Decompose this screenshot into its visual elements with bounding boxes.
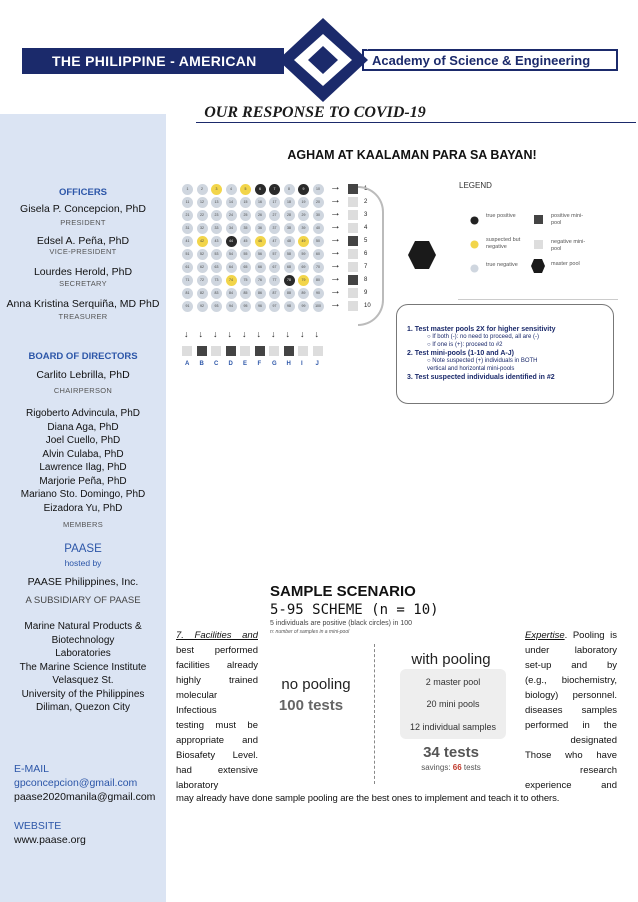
row-mini-pool xyxy=(348,262,358,272)
website-link[interactable]: www.paase.org xyxy=(14,834,86,846)
sample-cell: 51 xyxy=(182,249,193,260)
column-arrow-icon: ↓ xyxy=(213,329,218,339)
row-number: 3 xyxy=(364,212,368,218)
sample-cell: 69 xyxy=(298,262,309,273)
column-arrow-icon: ↓ xyxy=(285,329,290,339)
sample-cell: 93 xyxy=(211,301,222,312)
sample-cell: 1 xyxy=(182,184,193,195)
step-sub: ○ If one is (+): proceed to #2 xyxy=(427,341,503,348)
row-number: 5 xyxy=(364,238,368,244)
column-mini-pool xyxy=(298,346,308,356)
scenario-divider xyxy=(374,644,375,784)
column-mini-pool xyxy=(197,346,207,356)
sample-cell: 42 xyxy=(197,236,208,247)
scenario-note: 5 individuals are positive (black circles) in 100 xyxy=(270,620,413,627)
sample-cell: 68 xyxy=(284,262,295,273)
address-line: The Marine Science Institute xyxy=(19,662,147,673)
text-line: laboratory xyxy=(176,780,219,791)
row-arrow-icon: → xyxy=(330,194,341,206)
sample-cell: 18 xyxy=(284,197,295,208)
sample-cell: 16 xyxy=(255,197,266,208)
officer-role: PRESIDENT xyxy=(60,218,106,227)
legend-title: LEGEND xyxy=(459,181,492,190)
legend-label: true positive xyxy=(486,213,516,219)
sample-cell: 98 xyxy=(284,301,295,312)
chair-name: Carlito Lebrilla, PhD xyxy=(36,369,130,381)
officers-heading: OFFICERS xyxy=(58,187,108,198)
sample-cell: 36 xyxy=(255,223,266,234)
text-line: (e.g., biochemistry, xyxy=(525,675,617,686)
sample-cell: 58 xyxy=(284,249,295,260)
officer-name: Lourdes Herold, PhD xyxy=(33,266,133,278)
text-line: had extensive xyxy=(176,765,258,776)
paase-heading: PAASE xyxy=(64,543,102,555)
sample-cell: 60 xyxy=(313,249,324,260)
sample-cell: 30 xyxy=(313,210,324,221)
legend-label: negative mini-pool xyxy=(551,239,586,252)
sample-cell: 3 xyxy=(211,184,222,195)
text-line: under laboratory xyxy=(525,645,617,656)
tagline: OUR RESPONSE TO COVID-19 xyxy=(204,104,426,121)
sample-cell: 84 xyxy=(226,288,237,299)
sample-cell: 44 xyxy=(226,236,237,247)
sample-cell: 32 xyxy=(197,223,208,234)
sample-cell: 15 xyxy=(240,197,251,208)
sample-cell: 70 xyxy=(313,262,324,273)
address-line: Laboratories xyxy=(55,648,111,659)
sample-cell: 10 xyxy=(313,184,324,195)
column-arrow-icon: ↓ xyxy=(271,329,276,339)
officer-role: SECRETARY xyxy=(59,279,107,288)
sample-cell: 46 xyxy=(255,236,266,247)
sample-cell: 76 xyxy=(255,275,266,286)
text-line: best performed xyxy=(176,645,258,656)
board-heading: BOARD OF DIRECTORS xyxy=(28,351,138,362)
header-right-box xyxy=(362,49,618,71)
text-line: appropriate and xyxy=(176,735,258,746)
sample-cell: 14 xyxy=(226,197,237,208)
sample-cell: 86 xyxy=(255,288,266,299)
email-heading: E-MAIL xyxy=(14,763,50,775)
text-line: diseases samples xyxy=(525,705,617,716)
right-text-column xyxy=(525,628,617,793)
sample-cell: 27 xyxy=(269,210,280,221)
legend-label: true negative xyxy=(486,262,518,268)
row-arrow-icon: → xyxy=(330,285,341,297)
column-letter: E xyxy=(243,361,248,367)
sample-cell: 66 xyxy=(255,262,266,273)
text-line: 7. Facilities and xyxy=(176,630,258,641)
officer-name: Edsel A. Peña, PhD xyxy=(36,235,130,247)
column-arrow-icon: ↓ xyxy=(256,329,261,339)
text-line: performed in the xyxy=(525,720,617,731)
savings-number: 66 xyxy=(452,763,462,772)
text-line: molecular xyxy=(176,690,218,701)
column-letter: C xyxy=(214,361,219,367)
sample-cell: 100 xyxy=(313,301,324,312)
sample-cell: 26 xyxy=(255,210,266,221)
row-number: 7 xyxy=(364,264,368,270)
column-letter: J xyxy=(315,361,319,367)
sample-cell: 22 xyxy=(197,210,208,221)
column-letter: F xyxy=(257,361,262,367)
column-arrow-icon: ↓ xyxy=(242,329,247,339)
sample-cell: 56 xyxy=(255,249,266,260)
scenario-scheme: 5-95 SCHEME (n = 10) xyxy=(270,602,439,618)
legend-label: positive mini-pool xyxy=(551,213,584,226)
sample-cell: 11 xyxy=(182,197,193,208)
row-mini-pool xyxy=(348,197,358,207)
tagline-rule xyxy=(196,122,636,123)
officer-role: VICE-PRESIDENT xyxy=(49,247,117,256)
sample-cell: 37 xyxy=(269,223,280,234)
sample-cell: 67 xyxy=(269,262,280,273)
sample-cell: 97 xyxy=(269,301,280,312)
officer-name: Anna Kristina Serquiña, MD PhD xyxy=(6,298,160,310)
sample-cell: 85 xyxy=(240,288,251,299)
no-pooling-label: no pooling xyxy=(281,676,351,693)
row-number: 1 xyxy=(364,186,368,192)
sample-cell: 29 xyxy=(298,210,309,221)
text-line: set-up and by xyxy=(525,660,617,671)
sample-cell: 75 xyxy=(240,275,251,286)
page-subtitle: AGHAM AT KAALAMAN PARA SA BAYAN! xyxy=(287,148,537,162)
sample-cell: 83 xyxy=(211,288,222,299)
row-mini-pool xyxy=(348,275,358,285)
sample-cell: 57 xyxy=(269,249,280,260)
board-member: Lawrence Ilag, PhD xyxy=(39,462,127,473)
sample-cell: 35 xyxy=(240,223,251,234)
column-mini-pool xyxy=(226,346,236,356)
sample-cell: 31 xyxy=(182,223,193,234)
board-member: Mariano Sto. Domingo, PhD xyxy=(20,489,146,500)
column-mini-pool xyxy=(313,346,323,356)
sample-cell: 77 xyxy=(269,275,280,286)
column-arrow-icon: ↓ xyxy=(314,329,319,339)
scenario-title: SAMPLE SCENARIO xyxy=(270,583,416,600)
officer-name: Gisela P. Concepcion, PhD xyxy=(20,203,146,215)
row-arrow-icon: → xyxy=(330,272,341,284)
officer-role: TREASURER xyxy=(58,312,108,321)
sample-cell: 72 xyxy=(197,275,208,286)
step-sub: ○ If both (-): no need to proceed, all are (-) xyxy=(427,334,540,340)
sample-cell: 78 xyxy=(284,275,295,286)
row-mini-pool xyxy=(348,236,358,246)
row-mini-pool xyxy=(348,210,358,220)
text-line: designated xyxy=(570,735,617,746)
sample-cell: 54 xyxy=(226,249,237,260)
with-pooling-item: 20 mini pools xyxy=(426,699,480,709)
sample-cell: 24 xyxy=(226,210,237,221)
savings-text xyxy=(396,763,506,772)
sample-cell: 39 xyxy=(298,223,309,234)
column-letter: G xyxy=(272,361,277,367)
sample-cell: 99 xyxy=(298,301,309,312)
row-mini-pool xyxy=(348,288,358,298)
sample-cell: 61 xyxy=(182,262,193,273)
sample-cell: 95 xyxy=(240,301,251,312)
sample-cell: 5 xyxy=(240,184,251,195)
row-number: 8 xyxy=(364,277,368,283)
text-line: Biosafety Level. xyxy=(176,750,258,761)
header-left-title: THE PHILIPPINE - AMERICAN xyxy=(52,53,257,69)
board-member: Joel Cuello, PhD xyxy=(45,435,121,446)
column-arrow-icon: ↓ xyxy=(198,329,203,339)
sample-cell: 64 xyxy=(226,262,237,273)
column-letter: D xyxy=(228,361,233,367)
sample-cell: 43 xyxy=(211,236,222,247)
left-text-column xyxy=(176,628,258,793)
text-line: experience and xyxy=(525,780,617,791)
row-number: 6 xyxy=(364,251,368,257)
sample-cell: 73 xyxy=(211,275,222,286)
row-mini-pool xyxy=(348,249,358,259)
sample-cell: 12 xyxy=(197,197,208,208)
row-number: 9 xyxy=(364,290,368,296)
no-pooling-value: 100 tests xyxy=(278,697,344,714)
column-letter: B xyxy=(199,361,204,367)
sample-cell: 89 xyxy=(298,288,309,299)
row-number: 10 xyxy=(364,303,371,309)
step-title: 3. Test suspected individuals identified in #2 xyxy=(407,374,555,381)
sample-cell: 74 xyxy=(226,275,237,286)
yellow-circle-icon xyxy=(470,240,479,249)
sample-cell: 91 xyxy=(182,301,193,312)
sample-cell: 48 xyxy=(284,236,295,247)
sample-cell: 34 xyxy=(226,223,237,234)
column-mini-pool xyxy=(255,346,265,356)
with-pooling-total: 34 tests xyxy=(423,744,479,761)
email-link-2[interactable]: paase2020manila@gmail.com xyxy=(14,791,156,803)
column-letter: A xyxy=(185,361,190,367)
grouping-brace xyxy=(358,186,384,326)
sample-cell: 47 xyxy=(269,236,280,247)
sample-cell: 7 xyxy=(269,184,280,195)
column-arrow-icon: ↓ xyxy=(184,329,189,339)
board-member: Rigoberto Advincula, PhD xyxy=(26,408,140,419)
step-title: 1. Test master pools 2X for higher sensitivity xyxy=(407,326,556,333)
step-sub: ○ Note suspected (+) individuals in BOTH xyxy=(427,358,538,364)
sample-cell: 90 xyxy=(313,288,324,299)
sample-cell: 65 xyxy=(240,262,251,273)
with-pooling-item: 12 individual samples xyxy=(409,722,497,732)
grey-circle-icon xyxy=(470,264,479,273)
black-circle-icon xyxy=(470,216,479,225)
address-line: Diliman, Quezon City xyxy=(36,702,130,713)
black-hexagon-icon xyxy=(530,258,546,274)
with-pooling-item: 2 master pool xyxy=(425,677,481,687)
column-mini-pool xyxy=(182,346,192,356)
bottom-text-line: may already have done sample pooling are the best ones to implement and teach it to others. xyxy=(176,793,560,804)
board-member: Alvin Culaba, PhD xyxy=(42,449,124,460)
sample-cell: 81 xyxy=(182,288,193,299)
sample-cell: 63 xyxy=(211,262,222,273)
sample-cell: 52 xyxy=(197,249,208,260)
sample-cell: 71 xyxy=(182,275,193,286)
row-mini-pool xyxy=(348,223,358,233)
sample-cell: 6 xyxy=(255,184,266,195)
sample-cell: 17 xyxy=(269,197,280,208)
row-number: 2 xyxy=(364,199,368,205)
text-line: biology) personnel. xyxy=(525,690,617,701)
column-arrow-icon: ↓ xyxy=(300,329,305,339)
sample-cell: 53 xyxy=(211,249,222,260)
savings-prefix: savings: xyxy=(421,763,453,772)
text-line: research xyxy=(580,765,617,776)
sample-cell: 8 xyxy=(284,184,295,195)
paase-inc: PAASE Philippines, Inc. xyxy=(27,576,139,588)
board-member: Diana Aga, PhD xyxy=(47,422,119,433)
row-arrow-icon: → xyxy=(330,259,341,271)
text-line: facilities already xyxy=(176,660,258,671)
column-mini-pool xyxy=(211,346,221,356)
column-letter: I xyxy=(301,361,303,367)
row-number: 4 xyxy=(364,225,368,231)
row-mini-pool xyxy=(348,301,358,311)
sample-cell: 40 xyxy=(313,223,324,234)
row-arrow-icon: → xyxy=(330,207,341,219)
row-arrow-icon: → xyxy=(330,233,341,245)
master-pool-hexagon-icon xyxy=(407,240,437,270)
text-line: Those who have xyxy=(525,750,617,761)
column-letter: H xyxy=(286,361,291,367)
dark-square-icon xyxy=(534,215,543,224)
sample-cell: 23 xyxy=(211,210,222,221)
sample-cell: 45 xyxy=(240,236,251,247)
sample-cell: 19 xyxy=(298,197,309,208)
header-right-title: Academy of Science & Engineering xyxy=(372,53,591,68)
scenario-footnote: n: number of samples in a mini-pool xyxy=(270,629,350,635)
members-role: MEMBERS xyxy=(62,520,104,529)
address-line: University of the Philippines xyxy=(21,689,145,700)
sample-cell: 38 xyxy=(284,223,295,234)
sample-cell: 28 xyxy=(284,210,295,221)
text-line: Infectious xyxy=(176,705,217,716)
sample-cell: 92 xyxy=(197,301,208,312)
address-line: Biotechnology xyxy=(51,635,115,646)
chair-role: CHAIRPERSON xyxy=(53,386,113,395)
column-arrow-icon: ↓ xyxy=(227,329,232,339)
step-title: 2. Test mini-pools (1-10 and A-J) xyxy=(407,350,514,357)
sample-cell: 25 xyxy=(240,210,251,221)
address-line: Marine Natural Products & xyxy=(24,621,142,632)
sample-cell: 94 xyxy=(226,301,237,312)
sample-cell: 82 xyxy=(197,288,208,299)
legend-label: master pool xyxy=(551,261,580,267)
step-sub: vertical and horizontal mini-pools xyxy=(427,365,515,372)
sample-cell: 2 xyxy=(197,184,208,195)
address-line: Velasquez St. xyxy=(52,675,114,686)
column-mini-pool xyxy=(240,346,250,356)
board-member: Marjorie Peña, PhD xyxy=(39,476,127,487)
sample-cell: 55 xyxy=(240,249,251,260)
subsidiary-text: A SUBSIDIARY OF PAASE xyxy=(25,595,141,606)
website-heading: WEBSITE xyxy=(14,820,62,832)
hosted-by: hosted by xyxy=(64,558,102,568)
row-arrow-icon: → xyxy=(330,181,341,193)
sample-cell: 41 xyxy=(182,236,193,247)
sample-cell: 33 xyxy=(211,223,222,234)
row-mini-pool xyxy=(348,184,358,194)
column-mini-pool xyxy=(284,346,294,356)
sample-cell: 4 xyxy=(226,184,237,195)
text-line: Expertise. Pooling is xyxy=(525,630,617,641)
with-pooling-label: with pooling xyxy=(411,651,491,668)
pooling-steps-box xyxy=(396,304,614,404)
sample-cell: 87 xyxy=(269,288,280,299)
academy-logo-icon xyxy=(268,16,378,106)
sample-cell: 79 xyxy=(298,275,309,286)
sample-cell: 80 xyxy=(313,275,324,286)
board-member: Eizadora Yu, PhD xyxy=(43,503,123,514)
header-left-bar xyxy=(22,48,284,74)
emphasis-word: Expertise xyxy=(525,630,565,641)
text-line: highly trained xyxy=(176,675,258,686)
sample-cell: 49 xyxy=(298,236,309,247)
column-mini-pool xyxy=(269,346,279,356)
text-line: testing must be xyxy=(176,720,258,731)
sample-cell: 13 xyxy=(211,197,222,208)
sample-cell: 20 xyxy=(313,197,324,208)
sample-cell: 62 xyxy=(197,262,208,273)
sample-cell: 21 xyxy=(182,210,193,221)
sample-cell: 9 xyxy=(298,184,309,195)
sample-cell: 50 xyxy=(313,236,324,247)
legend-label: suspected but negative xyxy=(486,237,521,250)
email-link-1[interactable]: gpconcepcion@gmail.com xyxy=(14,777,138,789)
sample-cell: 96 xyxy=(255,301,266,312)
sample-cell: 88 xyxy=(284,288,295,299)
row-arrow-icon: → xyxy=(330,298,341,310)
savings-suffix: tests xyxy=(461,763,481,772)
row-arrow-icon: → xyxy=(330,220,341,232)
light-square-icon xyxy=(534,240,543,249)
sample-cell: 59 xyxy=(298,249,309,260)
row-arrow-icon: → xyxy=(330,246,341,258)
